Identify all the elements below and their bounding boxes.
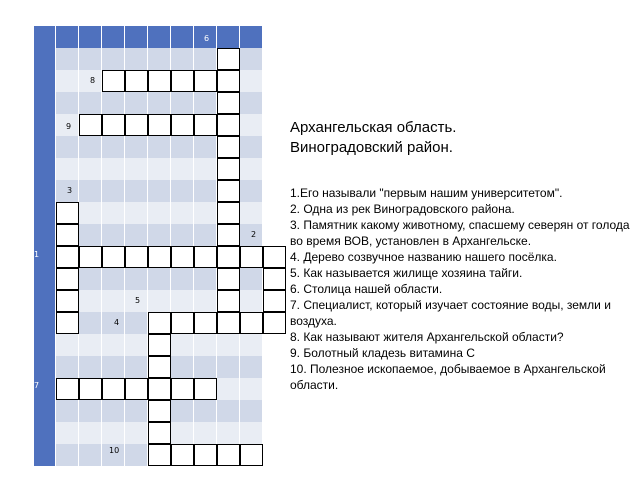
crossword-cell[interactable] <box>79 378 102 400</box>
crossword-cell[interactable] <box>217 224 240 246</box>
grid-background-cell <box>102 400 125 422</box>
clue-1: 1.Его называли "первым нашим университетом". <box>290 186 563 200</box>
crossword-cell[interactable] <box>148 378 171 400</box>
crossword-cell[interactable] <box>125 70 148 92</box>
crossword-cell[interactable] <box>171 444 194 466</box>
grid-background-cell <box>34 268 56 290</box>
grid-background-cell <box>79 224 102 246</box>
crossword-cell[interactable] <box>194 378 217 400</box>
grid-background-cell <box>194 92 217 114</box>
grid-background-cell <box>102 202 125 224</box>
crossword-cell[interactable] <box>217 312 240 334</box>
crossword-cell[interactable] <box>217 70 240 92</box>
crossword-cell[interactable] <box>217 114 240 136</box>
grid-background-cell <box>56 136 79 158</box>
grid-background-cell <box>171 92 194 114</box>
clue-6: 6. Столица нашей области. <box>290 282 443 296</box>
grid-background-cell <box>171 136 194 158</box>
crossword-cell[interactable] <box>102 246 125 268</box>
crossword-cell[interactable] <box>240 312 263 334</box>
crossword-cell[interactable] <box>217 48 240 70</box>
grid-background-cell <box>102 92 125 114</box>
grid-background-cell <box>56 334 79 356</box>
clue-3: 3. Памятник какому животному, спасшему северян от голода во время ВОВ, установлен в Архангельске. <box>290 218 630 248</box>
grid-background-cell <box>171 334 194 356</box>
grid-background-cell <box>79 334 102 356</box>
crossword-grid <box>34 26 264 464</box>
grid-background-cell <box>125 92 148 114</box>
grid-background-cell <box>34 26 56 48</box>
grid-background-cell <box>34 334 56 356</box>
grid-background-cell <box>171 268 194 290</box>
grid-background-cell <box>79 202 102 224</box>
crossword-cell[interactable] <box>56 290 79 312</box>
grid-background-cell <box>102 26 125 48</box>
grid-background-cell <box>56 356 79 378</box>
grid-background-cell <box>171 202 194 224</box>
grid-background-cell <box>148 290 171 312</box>
grid-background-cell <box>125 444 148 466</box>
clues-panel <box>290 118 635 393</box>
grid-background-cell <box>102 158 125 180</box>
crossword-cell[interactable] <box>171 378 194 400</box>
crossword-cell[interactable] <box>148 312 171 334</box>
grid-background-cell <box>102 290 125 312</box>
title-line-2: Виноградовский район. <box>290 139 453 156</box>
crossword-cell[interactable] <box>102 378 125 400</box>
clue-7: 7. Специалист, который изучает состояние воды, земли и воздуха. <box>290 298 611 328</box>
grid-background-cell <box>79 444 102 466</box>
crossword-cell[interactable] <box>217 246 240 268</box>
grid-background-cell <box>217 334 240 356</box>
grid-background-cell <box>102 224 125 246</box>
clue-4: 4. Дерево созвучное названию нашего посёлка. <box>290 250 557 264</box>
grid-background-cell <box>125 356 148 378</box>
grid-background-cell <box>79 290 102 312</box>
grid-background-cell <box>171 224 194 246</box>
crossword-cell[interactable] <box>263 312 286 334</box>
grid-background-cell <box>194 136 217 158</box>
grid-background-cell <box>56 158 79 180</box>
clue-5: 5. Как называется жилище хозяина тайги. <box>290 266 523 280</box>
crossword-cell[interactable] <box>79 246 102 268</box>
grid-background-cell <box>240 114 263 136</box>
grid-background-cell <box>102 268 125 290</box>
grid-background-cell <box>34 422 56 444</box>
grid-number-3: 3 <box>67 186 73 195</box>
grid-background-cell <box>79 26 102 48</box>
grid-background-cell <box>194 268 217 290</box>
grid-background-cell <box>125 180 148 202</box>
grid-background-cell <box>240 378 263 400</box>
grid-background-cell <box>171 290 194 312</box>
grid-background-cell <box>34 114 56 136</box>
grid-background-cell <box>148 92 171 114</box>
grid-background-cell <box>240 70 263 92</box>
grid-background-cell <box>102 48 125 70</box>
crossword-cell[interactable] <box>56 224 79 246</box>
grid-background-cell <box>194 334 217 356</box>
grid-background-cell <box>34 202 56 224</box>
grid-background-row <box>34 26 264 48</box>
grid-number-10: 10 <box>109 446 120 455</box>
grid-background-cell <box>34 180 56 202</box>
crossword-cell[interactable] <box>148 422 171 444</box>
grid-background-cell <box>194 290 217 312</box>
grid-background-cell <box>79 48 102 70</box>
grid-background-cell <box>34 158 56 180</box>
grid-background-cell <box>240 268 263 290</box>
grid-background-cell <box>34 290 56 312</box>
crossword-cell[interactable] <box>56 268 79 290</box>
crossword-cell[interactable] <box>217 136 240 158</box>
crossword-cell[interactable] <box>263 290 286 312</box>
grid-background-cell <box>194 48 217 70</box>
grid-background-cell <box>240 136 263 158</box>
grid-background-cell <box>102 334 125 356</box>
grid-background-cell <box>125 136 148 158</box>
grid-background-cell <box>148 224 171 246</box>
grid-background-cell <box>79 92 102 114</box>
grid-background-cell <box>125 48 148 70</box>
crossword-cell[interactable] <box>217 444 240 466</box>
grid-background-cell <box>125 400 148 422</box>
crossword-cell[interactable] <box>102 70 125 92</box>
grid-number-2: 2 <box>251 230 257 239</box>
crossword-cell[interactable] <box>148 444 171 466</box>
grid-background-cell <box>125 334 148 356</box>
grid-background-cell <box>102 136 125 158</box>
crossword-cell[interactable] <box>217 268 240 290</box>
grid-background-cell <box>56 26 79 48</box>
grid-background-cell <box>240 92 263 114</box>
grid-background-cell <box>125 224 148 246</box>
crossword-cell[interactable] <box>171 70 194 92</box>
grid-background-cell <box>79 158 102 180</box>
crossword-cell[interactable] <box>194 246 217 268</box>
clue-8: 8. Как называют жителя Архангельской области? <box>290 330 564 344</box>
grid-number-6: 6 <box>204 34 210 43</box>
crossword-cell[interactable] <box>148 334 171 356</box>
crossword-cell[interactable] <box>125 114 148 136</box>
grid-background-cell <box>148 48 171 70</box>
grid-background-cell <box>79 136 102 158</box>
grid-background-cell <box>240 356 263 378</box>
crossword-cell[interactable] <box>240 444 263 466</box>
grid-background-cell <box>148 268 171 290</box>
grid-background-cell <box>148 158 171 180</box>
grid-background-cell <box>194 224 217 246</box>
grid-number-1: 1 <box>34 250 40 259</box>
grid-background-cell <box>125 422 148 444</box>
grid-number-8: 8 <box>90 76 96 85</box>
grid-background-cell <box>148 26 171 48</box>
grid-background-cell <box>217 26 240 48</box>
crossword-cell[interactable] <box>194 114 217 136</box>
page-title <box>290 118 635 158</box>
grid-background-cell <box>125 312 148 334</box>
crossword-cell[interactable] <box>217 158 240 180</box>
grid-background-cell <box>102 356 125 378</box>
crossword-cell[interactable] <box>217 202 240 224</box>
grid-background-cell <box>34 356 56 378</box>
crossword-cell[interactable] <box>171 114 194 136</box>
grid-background-cell <box>171 400 194 422</box>
crossword-cell[interactable] <box>217 290 240 312</box>
clue-2: 2. Одна из рек Виноградовского района. <box>290 202 515 216</box>
crossword-cell[interactable] <box>194 312 217 334</box>
crossword-cell[interactable] <box>194 444 217 466</box>
grid-background-cell <box>56 422 79 444</box>
grid-background-cell <box>34 444 56 466</box>
grid-background-cell <box>194 158 217 180</box>
crossword-cell[interactable] <box>56 312 79 334</box>
crossword-cell[interactable] <box>79 114 102 136</box>
crossword-cell[interactable] <box>56 378 79 400</box>
crossword-cell[interactable] <box>148 246 171 268</box>
grid-background-cell <box>79 268 102 290</box>
crossword-cell[interactable] <box>148 114 171 136</box>
grid-background-cell <box>102 422 125 444</box>
grid-background-cell <box>34 312 56 334</box>
crossword-cell[interactable] <box>125 378 148 400</box>
grid-background-cell <box>171 422 194 444</box>
grid-background-cell <box>194 356 217 378</box>
title-line-1: Архангельская область. <box>290 119 457 136</box>
grid-background-cell <box>217 400 240 422</box>
grid-background-cell <box>148 136 171 158</box>
crossword-cell[interactable] <box>217 92 240 114</box>
grid-background-cell <box>34 400 56 422</box>
grid-background-cell <box>171 48 194 70</box>
grid-background-cell <box>194 180 217 202</box>
crossword-cell[interactable] <box>171 246 194 268</box>
grid-background-cell <box>56 92 79 114</box>
grid-background-cell <box>34 136 56 158</box>
grid-background-cell <box>194 400 217 422</box>
grid-background-cell <box>171 180 194 202</box>
grid-background-cell <box>240 202 263 224</box>
grid-background-cell <box>148 202 171 224</box>
grid-background-cell <box>125 26 148 48</box>
crossword-cell[interactable] <box>263 268 286 290</box>
grid-background-cell <box>79 400 102 422</box>
grid-number-9: 9 <box>66 122 72 131</box>
crossword-cell[interactable] <box>240 246 263 268</box>
grid-background-cell <box>171 158 194 180</box>
grid-background-cell <box>194 422 217 444</box>
crossword-cell[interactable] <box>194 70 217 92</box>
crossword-cell[interactable] <box>148 70 171 92</box>
grid-number-7: 7 <box>34 381 40 390</box>
grid-background-cell <box>34 224 56 246</box>
grid-background-cell <box>240 180 263 202</box>
grid-background-cell <box>79 356 102 378</box>
grid-number-5: 5 <box>135 296 141 305</box>
grid-background-cell <box>217 422 240 444</box>
grid-background-cell <box>171 356 194 378</box>
grid-background-cell <box>102 180 125 202</box>
grid-background-cell <box>79 180 102 202</box>
grid-background-cell <box>217 356 240 378</box>
crossword-cell[interactable] <box>217 180 240 202</box>
clue-9: 9. Болотный кладезь витамина С <box>290 346 475 360</box>
grid-background-cell <box>240 158 263 180</box>
grid-background-cell <box>34 48 56 70</box>
crossword-cell[interactable] <box>56 246 79 268</box>
crossword-cell[interactable] <box>171 312 194 334</box>
grid-background-cell <box>240 422 263 444</box>
grid-background-cell <box>34 92 56 114</box>
grid-background-cell <box>56 444 79 466</box>
grid-background-cell <box>125 268 148 290</box>
grid-background-cell <box>34 70 56 92</box>
grid-background-cell <box>217 378 240 400</box>
grid-background-cell <box>240 334 263 356</box>
crossword-cell[interactable] <box>263 246 286 268</box>
grid-background-cell <box>240 26 263 48</box>
crossword-cell[interactable] <box>148 400 171 422</box>
crossword-cell[interactable] <box>56 202 79 224</box>
grid-number-4: 4 <box>114 318 120 327</box>
grid-background-cell <box>171 26 194 48</box>
grid-background-cell <box>125 202 148 224</box>
grid-background-cell <box>56 70 79 92</box>
crossword-cell[interactable] <box>125 246 148 268</box>
crossword-cell[interactable] <box>102 114 125 136</box>
grid-background-cell <box>148 180 171 202</box>
grid-background-cell <box>125 158 148 180</box>
clue-10: 10. Полезное ископаемое, добываемое в Архангельской области. <box>290 362 606 392</box>
grid-background-cell <box>56 48 79 70</box>
grid-background-cell <box>79 422 102 444</box>
grid-background-cell <box>56 400 79 422</box>
grid-background-cell <box>240 48 263 70</box>
grid-background-cell <box>79 312 102 334</box>
grid-background-cell <box>240 290 263 312</box>
grid-background-cell <box>194 202 217 224</box>
grid-background-cell <box>240 400 263 422</box>
crossword-cell[interactable] <box>148 356 171 378</box>
